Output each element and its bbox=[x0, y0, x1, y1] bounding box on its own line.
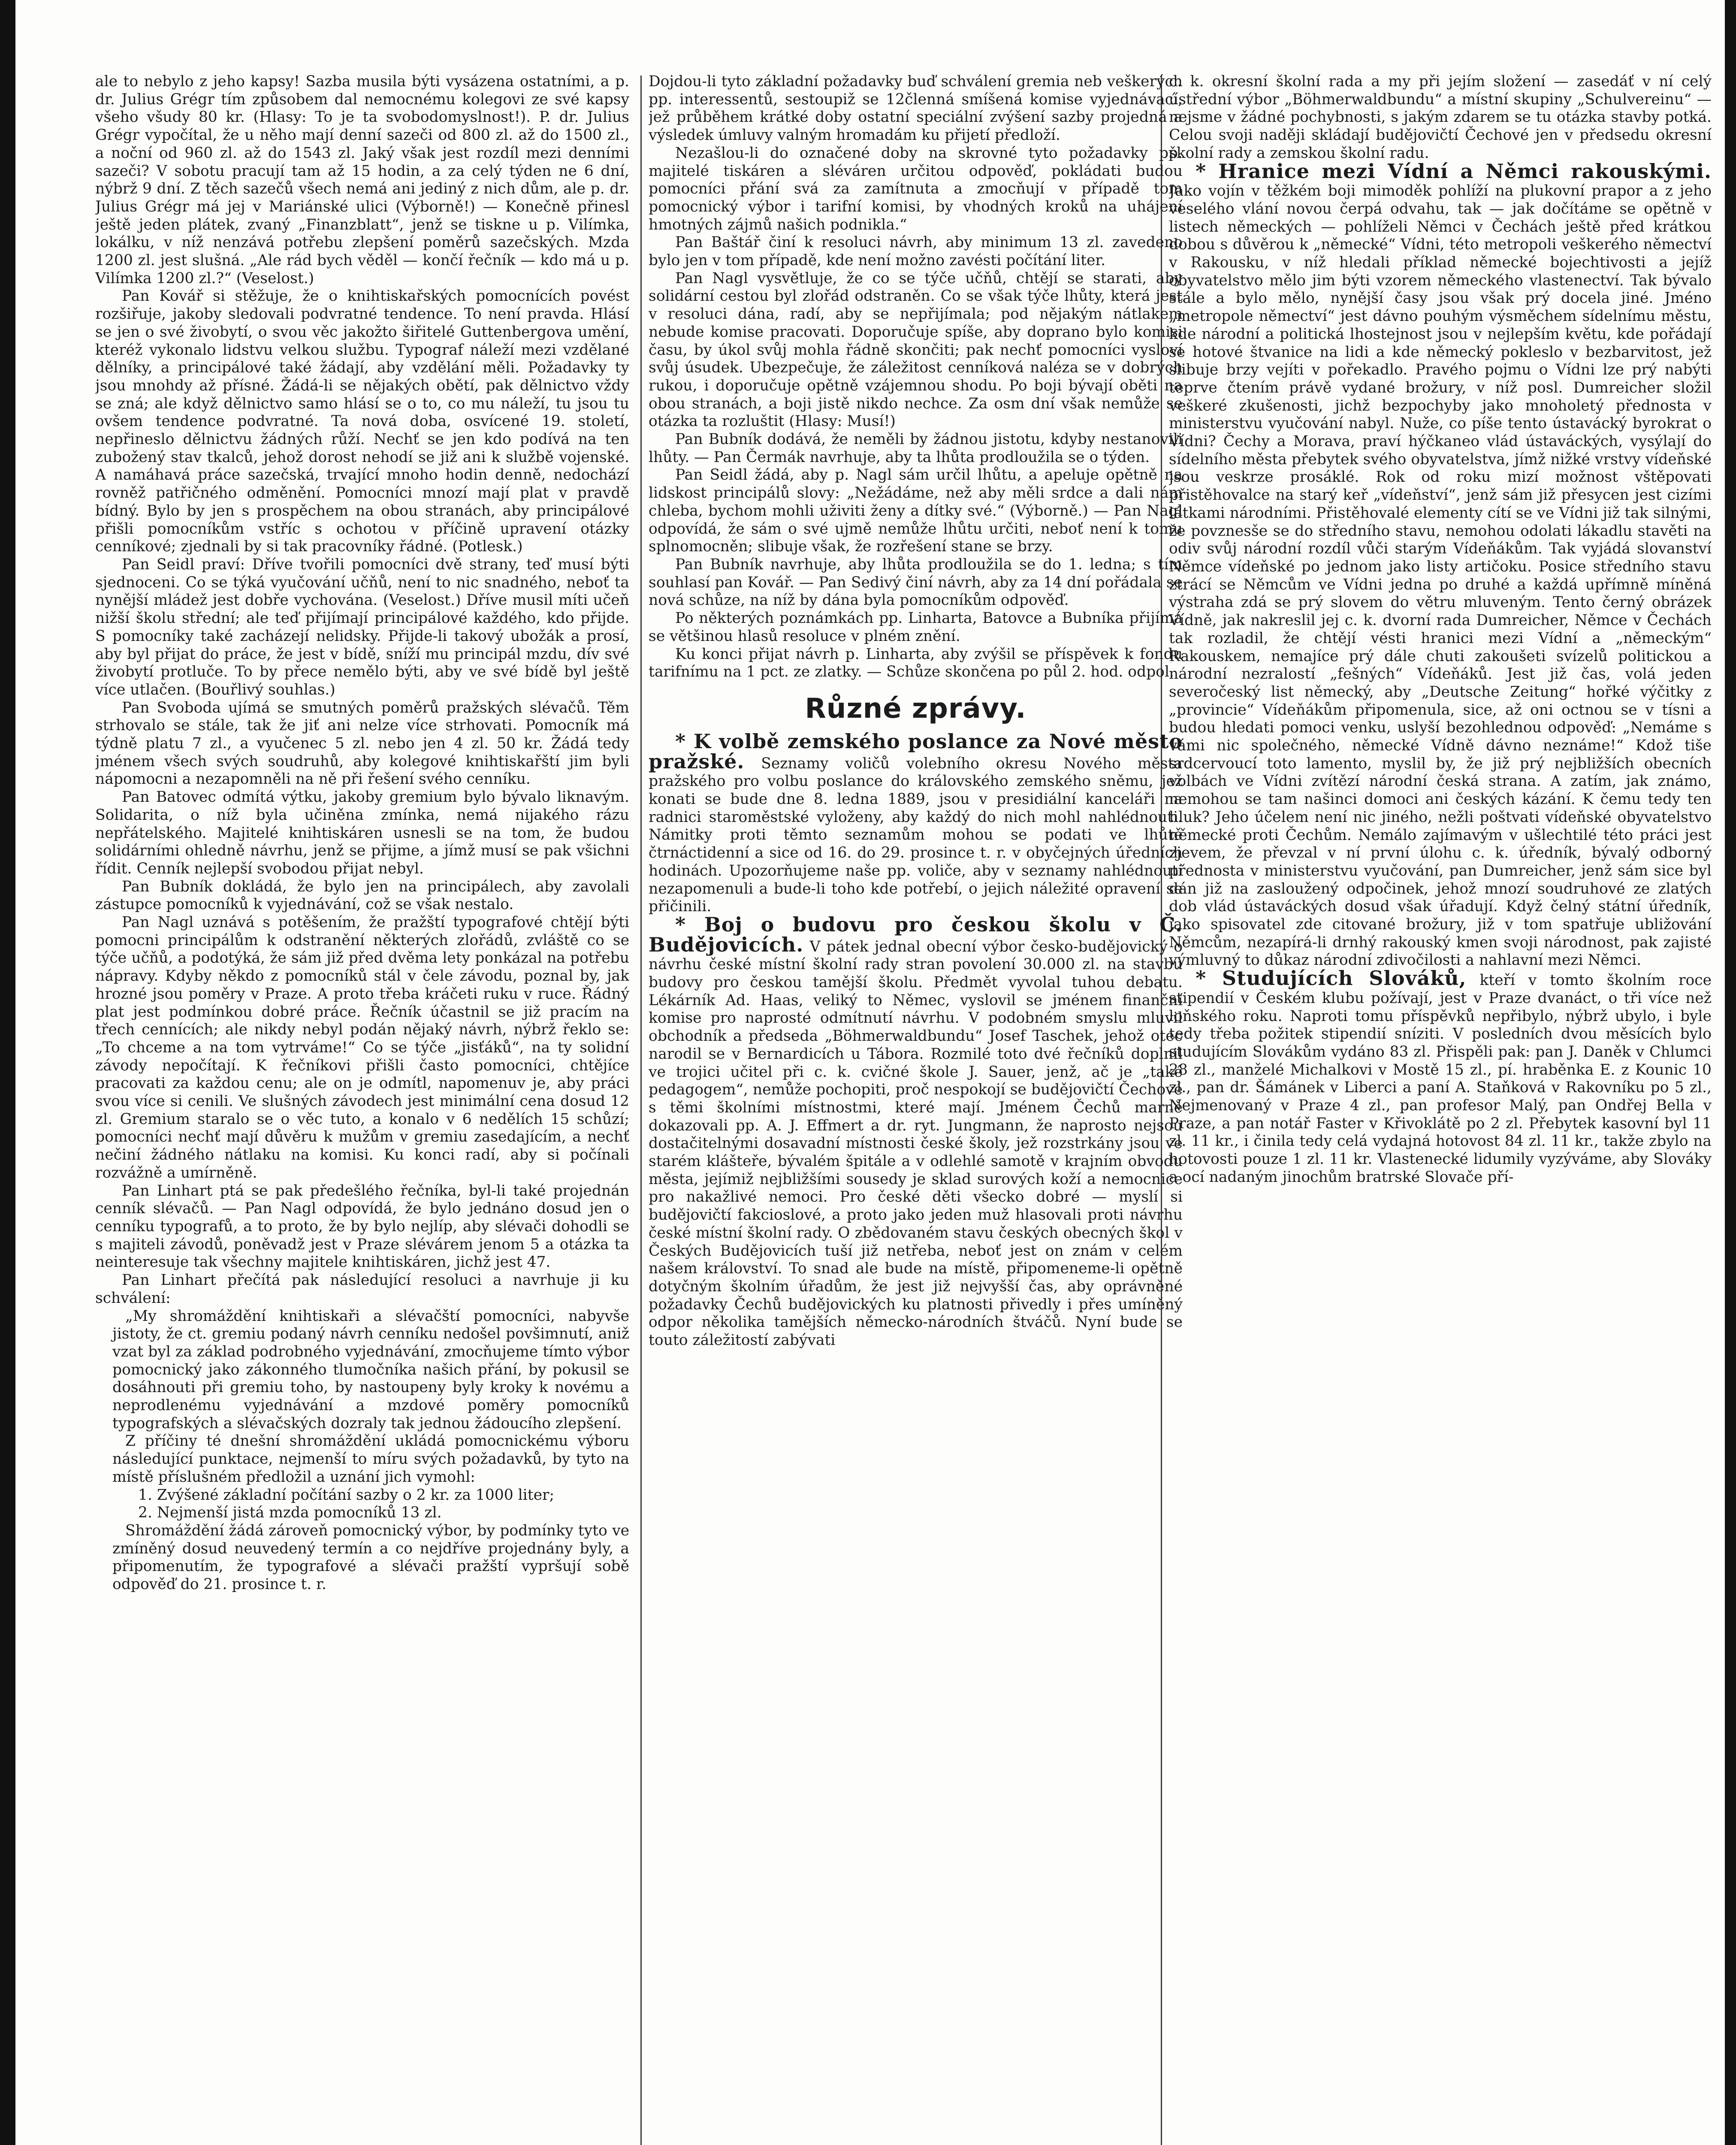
scan-edge-right bbox=[1725, 0, 1736, 2145]
paragraph: Pan Bubník dokládá, že bylo jen na principálech, aby zavolali zástupce pomocníků k vyjednávání, což se však nestalo. bbox=[95, 878, 629, 913]
paragraph: Pan Linhart ptá se pak předešlého řečníka, byl-li také projednán cenník slévačů. — Pan Nagl odpovídá, že bylo jednáno dosud jen o cenníku typografů, a to proto, že by bylo nejlíp, aby slévači dohodli se s majiteli závodů, poněvadž jest v Praze slévárem jenom 5 a otázka ta neinteresuje tak všechny majitele knihtiskáren, jichž jest 47. bbox=[95, 1182, 629, 1271]
scan-edge-left bbox=[0, 0, 15, 2145]
paragraph: Pan Batovec odmítá výtku, jakoby gremium bylo bývalo liknavým. Solidarita, o níž byla učiněna zmínka, nemá nijakého rázu nepřátelského. Majitelé knihtiskáren usnesli se na tom, že budou solidárními ohledně návrhu, jenž se přijme, a jímž musí se pak všichni řídit. Cenník nejlepší svobodou přijat nebyl. bbox=[95, 789, 629, 877]
paragraph: Nezašlou-li do označené doby na skrovné tyto požadavky pp. majitelé tiskáren a sléváren určitou odpověď, pokládati budou pomocníci přání svá za zamítnuta a zmocňují v případě tom pomocnický výbor i tarifní komisi, by vhodných kroků na uhájení hmotných zájmů našich podnikla.“ bbox=[649, 144, 1183, 233]
paragraph: Pan Linhart přečítá pak následující resoluci a navrhuje ji ku schválení: bbox=[95, 1272, 629, 1307]
paragraph: Pan Baštář činí k resoluci návrh, aby minimum 13 zl. zavedeno bylo jen v tom případě, kde není možno zavésti počítání liter. bbox=[649, 234, 1183, 269]
column-rule bbox=[640, 76, 642, 2145]
article-title: * Boj o budovu pro českou školu v Č. Budějovicích. bbox=[649, 912, 1183, 956]
paragraph: Ku konci přijat návrh p. Linharta, aby zvýšil se příspěvek k fondu tarifnímu na 1 pct. ze zlatky. — Schůze skončena po půl 2. hod. odpol. bbox=[649, 645, 1183, 681]
news-item bbox=[649, 912, 1183, 1350]
paragraph: ale to nebylo z jeho kapsy! Sazba musila býti vysázena ostatními, a p. dr. Julius Grégr tím způsobem dal nemocnému kolegovi ze své kapsy všeho všudy 80 kr. (Hlasy: To je ta svobodomyslnost!). P. dr. Julius Grégr vypočítal, že u něho mají denní sazeči od 800 zl. až do 1500 zl., a noční od 960 zl. až do 1543 zl. Jaký však jest rozdíl mezi denními sazeči? V sobotu pracují tam až 15 hodin, a za celý týden ne 6 dní, nýbrž 9 dní. Z těch sazečů všech nemá ani jediný z nich dům, ale p. dr. Julius Grégr má jej v Mariánské ulici (Výborně!) — Konečně přinesl ještě jeden plátek, zvaný „Finanzblatt“, jenž se tiskne u p. Vilímka, lokálku, v níž nenzává potřebu zlepšení poměrů sazečských. Mzda 1200 zl. jest slušná. „Ale rád bych věděl — končí řečník — kdo má u p. Vilímka 1200 zl.?“ (Veselost.) bbox=[95, 73, 629, 287]
resolution-paragraph: „My shromáždění knihtiskaři a slévačští pomocníci, nabyvše jistoty, že ct. gremiu podaný návrh cenníku nedošel povšimnutí, aniž vzat byl za základ podrobného vyjednávání, zmocňujeme tímto výbor pomocnický jako zákonného tlumočníka našich přání, by pokusil se dosáhnouti při gremiu toho, by nastoupeny byly kroky k novému a neprodlenému vyjednávání a mzdové poměry pomocníků typografských a slévačských dozraly tak jednou žádoucího zlepšení. bbox=[112, 1307, 629, 1432]
article-body: Jako vojín v těžkém boji mimoděk pohlíží na plukovní prapor a z jeho veselého vlání novou čerpá odvahu, tak — jak dočítáme se opětně v listech německých — pohlíželi Němci v Čechách ještě před krátkou dobou s důvěrou k „německé“ Vídni, této metropoli veškerého němectví v Rakousku, v níž hledali příklad německé bojechtivosti a jejíž obyvatelstvo mělo jim býti vzorem německého vlastenectví. Tak bývalo stále a bylo mělo, nynější časy jsou však prý docela jiné. Jméno „metropole němectví“ jest dávno pouhým výsměchem sídelnímu městu, kde národní a politická lhostejnost jsou v nejlepším květu, kde pořádají se hotové štvanice na lidi a kde německý pokleslo v bezbarvitost, jež slibuje brzy vejíti v pořekadlo. Pravého pojmu o Vídni lze prý nabýti teprve čtením právě vydané brožury, v níž posl. Dumreicher složil veškeré zkušenosti, jichž bezpochyby jako mnoholetý přednosta v ministerstvu vyučování nabyl. Nuže, co píše tento ústavácký byrokrat o Vídni? Čechy a Morava, praví hýčkaneo vlád ústaváckých, vysýlají do sídelního města přebytek svého obyvatelstva, jímž nižké vrstvy vídeňské jsou veskrze prosáklé. Rok od roku mizí možnost vštěpovati přistěhovalce na starý keř „vídeňství“, jenž sám již přesycen jest cizími látkami národními. Přistěhovalé elementy cítí se ve Vídni již tak silnými, že povznesše se do středního stavu, nemohou odolati lákadlu stavěti na odiv svůj národní rozdíl vůči starým Vídeňákům. Tak vyjádá slovanství Němce vídeňské po jednom jako listy artičoku. Posice středního stavu ztrácí se Němcům ve Vídni jedna po druhé a každá upřímně míněná výstraha zdá se prý slovem do větru mluveným. Tento černý obrázek Vídně, jak nakreslil jej c. k. dvorní rada Dumreicher, Němce v Čechách tak rozladil, že chtějí vésti hranici mezi Vídní a „německým“ Rakouskem, nemajíce prý dále chuti zakoušeti svízelů politickou a národní nezralostí „fešných“ Vídeňáků. Jest již čas, volá jeden severočeský list německý, aby „Deutsche Zeitung“ hořké výčitky z „provincie“ Vídeňákům připomenula, sice, až oni octnou se v tísni a budou hledati pomoci venku, uslyší bezohlednou odpověď: „Nemáme s vámi nic společného, německé Vídně dávno neznáme!“ Kdož tiše srdcervoucí toto lamento, myslil by, že již prý nejbližších obecních volbách ve Vídni zvítězí národní česká strana. A zatím, jak známo, nemohou se tam našinci domoci ani českých kázání. K čemu tedy ten hluk? Jeho účelem není nic jiného, nežli poštvati vídeňské obyvatelstvo německé proti Čechům. Nemálo zajímavým v ušlechtilé této práci jest zjevem, že převzal v ní první úlohu c. k. úředník, bývalý odborný přednosta v ministerstvu vyučování, pan Dumreicher, jenž sám sice byl dán již na zasloužený odpočinek, jehož mnozí soudruhové ze zlatých dob vlád ústaváckých dosud však úřadují. Když čelný státní úředník, jako spisovatel zde citované brožury, již v tom spatřuje ubližování Němcům, nezapírá-li drnhý rakouský kmen svoji národnost, pak zajisté výmluvný to důkaz národní zdivočilosti a nahlavní mezi Němci. bbox=[1169, 182, 1712, 969]
text-column-2 bbox=[649, 73, 1183, 2145]
resolution-paragraph: Shromáždění žádá zároveň pomocnický výbor, by podmínky tyto ve zmíněný dosud neuvedený termín a co nejdříve projednány byly, a připomenutím, že typografové a slévači pražští vypršují sobě odpověď do 21. prosince t. r. bbox=[112, 1522, 629, 1593]
resolution-point: 2. Nejmenší jistá mzda pomocníků 13 zl. bbox=[138, 1504, 442, 1522]
paragraph: Pan Bubník navrhuje, aby lhůta prodloužila se do 1. ledna; s tím souhlasí pan Kovář. — Pan Sedivý činí návrh, aby za 14 dní pořádala se nová schůze, na níž by dána byla pomocníkům odpověď. bbox=[649, 556, 1183, 609]
article-body: kteří v tomto školním roce stipendií v Českém klubu požívají, jest v Praze dvanáct, o tři více než loňského roku. Naproti tomu příspěvků nepřibylo, nýbrž ubylo, i byle tedy třeba požitek stipendií sníziti. V posledních dvou měsících bylo studujícím Slovákům vydáno 83 zl. Přispěli pak: pan J. Daněk v Chlumci 28 zl., manželé Michalkovi v Mostě 15 zl., pí. hraběnka E. z Kounic 10 zl., pan dr. Šámánek v Liberci a paní A. Staňková v Rakovníku po 5 zl., Nejmenovaný v Praze 4 zl., pan profesor Malý, pan Ondřej Bella v Praze, a pan notář Faster v Křivoklátě po 2 zl. Přebytek kasovní byl 11 zl. 11 kr., i činila tedy celá vydajná hotovost 84 zl. 11 kr., takže zbylo na hotovosti pouze 1 zl. 11 kr. Vlastenecké lidumily vyzýváme, aby Slováky a ocí nadaným jinochům bratrské Slovače pří- bbox=[1169, 972, 1712, 1186]
news-item bbox=[1169, 967, 1712, 1186]
paragraph: Pan Nagl vysvětluje, že co se týče učňů, chtějí se starati, aby solidární cestou byl zlořád odstraněn. Co se však týče lhůty, která jest v resoluci dána, radí, aby se nepřijímala; pod nějakým nátlakem nebude komise pracovati. Doporučuje spíše, aby doprano bylo komisi času, by úkol svůj mohla řádně skončiti; pak nechť pomocníci vysloví svůj úsudek. Ubezpečuje, že záležitost cenníková naléza se v dobrých rukou, i doporučuje opětně vzájemnou shodu. Po boji bývají oběti na obou stranách, a boji jistě nikdo nechce. Za osm dní však nemůže se otázka ta rozluštit (Hlasy: Musí!) bbox=[649, 269, 1183, 430]
paragraph: Pan Seidl žádá, aby p. Nagl sám určil lhůtu, a apeluje opětně na lidskost principálů slovy: „Nežádáme, než aby měli srdce a dali nám chleba, bychom mohli uživiti ženy a dítky své.“ (Výborně.) — Pan Nagl odpovídá, že sám o své ujmě nemůže lhůtu určiti, neboť není k tomu splnomocněn; slibuje však, že rozřešení stane se brzy. bbox=[649, 466, 1183, 556]
article-body: Seznamy voličů volebního okresu Nového města pražského pro volbu poslance do královského zemského sněmu, jež konati se bude dne 8. ledna 1889, jsou v presidiální kanceláři na radnici staroměstské vyloženy, aby každý do nich mohl nahlédnouti. Námitky proti těmto seznamům mohou se podati ve lhůtě čtrnáctidenní a sice od 16. do 29. prosince t. r. v obyčejných úředních hodinách. Upozorňujeme naše pp. voliče, aby v seznamy nahlédnouti nezapomenuli a bude-li toho kde potřebí, o jejich náležité opravení se přičinili. bbox=[649, 755, 1183, 915]
resolution-point: 1. Zvýšené základní počítání sazby o 2 kr. za 1000 liter; bbox=[138, 1486, 555, 1504]
paragraph: Pan Kovář si stěžuje, že o knihtiskařských pomocnících povést rozšiřuje, jakoby sledovali podvratné tendence. To není pravda. Hlásí se jen o své živobytí, o svou věc jakožto šiřitelé Guttenbergova umění, kteréž vykonalo lidstvu velkou službu. Typograf náleží mezi vzdělané dělníky, a principálové také žádají, aby vzdělání měli. Požadavky ty jsou mnohdy až přísné. Žádá-li se nějakých obětí, pak dělnictvo vždy se zná; ale když dělnictvo samo hlásí se o to, co mu náleží, tu jsou tu ovšem tendence podvratné. Ta nová doba, osvícené 19. století, nepřineslo dělnictvu žádných růží. Nechť se jen kdo podívá na ten zubožený stav tkalců, jehož dorost nehodí se již ani k službě vojenské. A namáhavá práce sazečská, trvající mnoho hodin denně, nedochází rovněž patřičného odměnění. Pomocníci mnozí mají plat v pravdě bídný. Bylo by jen s prospěchem na obou stranách, aby principálové přišli pomocníkům vstříc s ochotou v příčině upravení otázky cenníkové; zjednali by si tak pracovníky řádné. (Potlesk.) bbox=[95, 287, 629, 556]
text-column-1 bbox=[95, 73, 629, 2145]
resolution-paragraph: Z příčiny té dnešní shromáždění ukládá pomocnickému výboru následující punktace, nejmenší to míru svých požadavků, by tyto na místě příslušném předložil a uznání jich vymohl: bbox=[112, 1432, 629, 1486]
paragraph: Pan Bubník dodává, že neměli by žádnou jistotu, kdyby nestanovili lhůty. — Pan Čermák navrhuje, aby ta lhůta prodloužila se o týden. bbox=[649, 431, 1183, 466]
paragraph: c. k. okresní školní rada a my při jejím složení — zasedáť v ní celý ústřední výbor „Böhmerwaldbundu“ a místní skupiny „Schulvereinu“ — nejsme v žádné pochybnosti, s jakým zdarem se tu otázka stavby potká. Celou svoji naději skládají budějovičtí Čechové jen v předsedu okresní školní rady a zemskou školní radu. bbox=[1169, 73, 1712, 162]
section-heading: Různé zprávy. bbox=[805, 692, 1027, 725]
article-body: V pátek jednal obecní výbor česko-budějovický o návrhu české místní školní rady stran povolení 30.000 zl. na stavbu budovy pro českou tamější školu. Předmět vyvolal tuhou debatu. Lékárník Ad. Haas, veliký to Němec, vyslovil se jménem finanční komise pro naprosté odmítnutí návrhu. V podobném smyslu mluvil obchodník a předseda „Böhmerwaldbundu“ Josef Taschek, jehož otec narodil se v Bernardicích u Tábora. Rozmilé toto dvé řečníků doplnil ve trojici učitel při c. k. cvičné škole J. Sauer, jenž, ač je „také pedagogem“, nemůže pochopiti, proč nespokojí se budějovičtí Čechové s těmi školními místnostmi, které mají. Jménem Čechů marně dokazovali pp. A. J. Effmert a dr. ryt. Jungmann, že naprosto nejsou dostačitelnými dosavadní místnosti české školy, jež rozstrkány jsou ve starém klášteře, bývalém špitále a v odlehlé samotě v krajním obvodu města, jejímiž nejbližšími sousedy je sklad surových koží a nemocnice pro nakažlivé nemoci. Pro české děti všecko dobré — myslí si budějovičtí fakcioslové, a proto jako jeden muž hlasovali proti návrhu české místní školní rady. O zbědovaném stavu českých obecných škol v Českých Budějovicích tuší již netřeba, neboť jest on znám v celém našem království. To snad ale bude na místě, připomeneme-li opětně dotyčným školním úřadům, že jest již nejvyšší čas, aby oprávněné požadavky Čechů budějovických ku platnosti přivedly i přes umíněný odpor několika tamějších německo-národních štváčů. Nyní bude se touto záležitostí zabývati bbox=[649, 938, 1183, 1349]
paragraph: Pan Nagl uznává s potěšením, že pražští typografové chtějí býti pomocni principálům k odstranění některých zlořádů, zvláště co se týče učňů, a podotýká, že sám již před dvěma lety ponkázal na potřebu nápravy. Kdyby někdo z pomocníků stál v čele závodu, poznal by, jak hrozné jsou poměry v Praze. A proto třeba kráčeti ruku v ruce. Řádný plat jest podmínkou dobré práce. Řečník účastnil se již pracím na třech cennících; ale nikdy nebyl podán nějaký návrh, nýbrž řeklo se: „To chceme a na tom vytrváme!“ Co se týče „jisťáků“, na ty solidní závody nepočítají. K řečníkovi přišli často pomocníci, chtějíce pracovati za každou cenu; ale on je odmítl, napomenuv je, aby práci svou více si cenili. Ve slušných závodech jest minimální cena dosud 12 zl. Gremium staralo se o věc tuto, a konalo v 6 nedělích 15 schůzí; pomocníci nechť mají důvěru k mužům v gremiu zasedajícím, a nechť nečiní žádného nátlaku na komisi. Ku konci radí, aby si počínali rozvážně a umírněně. bbox=[95, 914, 629, 1181]
paragraph: Pan Seidl praví: Dříve tvořili pomocníci dvě strany, teď musí býti sjednoceni. Co se týká vyučování učňů, není to nic snadného, neboť ta nynější mládež jest dobře vychována. (Veselost.) Dříve musil míti učeň nižší školu střední; ale teď přijímají principálové každého, kdo přijde. S pomocníky také zacházejí nelidsky. Přijde-li takový ubožák a prosí, aby byl přijat do práce, že jest v bídě, sníží mu principál mzdu, dív své živobytí protluče. To by přece nemělo býti, aby ve své bídě byl ještě více utlačen. (Bouřlivý souhlas.) bbox=[95, 556, 629, 698]
article-title: * Studujících Slováků, bbox=[1196, 967, 1467, 990]
news-item bbox=[649, 729, 1183, 916]
paragraph: Po některých poznámkách pp. Linharta, Batovce a Bubníka přijímá se většinou hlasů resoluce v plném znění. bbox=[649, 610, 1183, 645]
news-item bbox=[1169, 159, 1712, 970]
text-column-3 bbox=[1169, 73, 1712, 2145]
article-title: * K volbě zemského poslance za Nové město pražské. bbox=[649, 729, 1183, 773]
paragraph: Pan Svoboda ujímá se smutných poměrů pražských slévačů. Těm strhovalo se stále, tak že jiť ani nelze více strhovati. Pomocník má týdně platu 7 zl., a vyučenec 5 zl. nebo jen 4 zl. 50 kr. Žádá tedy jménem všech svých soudruhů, aby kolegové knihtiskařští jim byli nápomocni a nezapomněli na ně při řešení svého cenníku. bbox=[95, 699, 629, 788]
paragraph: Dojdou-li tyto základní požadavky buď schválení gremia neb veškerých pp. interessentů, sestoupiž se 12členná smíšená komise vyjednávací, jež průběhem krátké doby ostatní speciální zvýšení sazby projedná a výsledek úmluvy valným hromadám ku přijetí předloží. bbox=[649, 73, 1183, 144]
article-title: * Hranice mezi Vídní a Němci rakouskými. bbox=[1196, 159, 1712, 183]
